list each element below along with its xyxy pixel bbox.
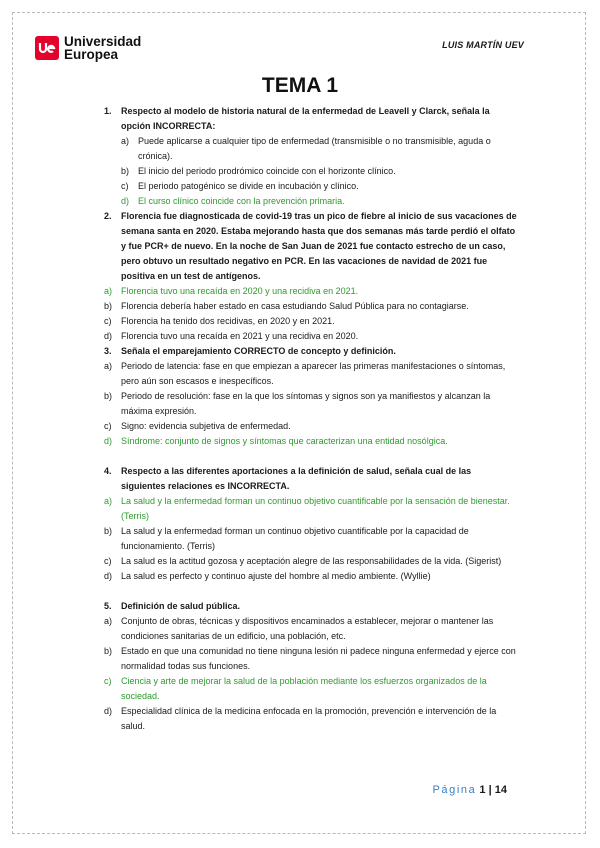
option-letter: c)	[104, 316, 112, 326]
option-text: El inicio del periodo prodrómico coincide con el horizonte clínico.	[138, 166, 396, 176]
option-letter: a)	[104, 496, 113, 506]
option-text: Conjunto de obras, técnicas y dispositivos encaminados a establecer, mejorar o mantener las condiciones sanitarias de un edificio, una población, etc.	[121, 616, 494, 641]
question-text: Florencia fue diagnosticada de covid-19 tras un pico de fiebre al inicio de sus vacaciones de semana santa en 2020. Estaba mejorando hasta que dos semanas más tarde perdió el olfato y fue PCR+ de nuevo. En la noche de San Juan de 2021 fue contacto estrecho de un caso, pero obtuvo un resultado negativo en PCR. En las vacaciones de navidad de 2021 fue positiva en un test de antígenos.	[121, 211, 517, 281]
question-2	[104, 209, 518, 284]
option-letter: d)	[104, 706, 113, 716]
option-text: El periodo patogénico se divide en incubación y clínico.	[138, 181, 359, 191]
option-text: Ciencia y arte de mejorar la salud de la población mediante los esfuerzos organizados de la sociedad.	[121, 676, 487, 701]
ue-logo-icon	[35, 36, 59, 60]
question-number: 1.	[104, 106, 112, 116]
option-text: La salud y la enfermedad forman un continuo objetivo cuantificable por la sensación de bienestar. (Terris)	[121, 496, 510, 521]
option-text: La salud y la enfermedad forman un continuo objetivo cuantificable por la capacidad de funcionamiento. (Terris)	[121, 526, 469, 551]
option-letter: c)	[104, 421, 112, 431]
option-2a-correct	[104, 284, 518, 299]
logo-text	[64, 35, 141, 61]
question-number: 5.	[104, 601, 112, 611]
option-text: La salud es perfecto y continuo ajuste del hombre al medio ambiente. (Wyllie)	[121, 571, 431, 581]
option-text: Periodo de resolución: fase en la que los síntomas y signos son ya manifiestos y alcanzan la máxima expresión.	[121, 391, 491, 416]
page-separator: |	[488, 784, 492, 796]
option-text: Puede aplicarse a cualquier tipo de enfermedad (transmisible o no transmisible, aguda o crónica).	[138, 136, 491, 161]
option-text: Signo: evidencia subjetiva de enfermedad.	[121, 421, 291, 431]
option-2b	[104, 299, 518, 314]
option-letter: a)	[104, 361, 113, 371]
option-text: Periodo de latencia: fase en que empiezan a aparecer las primeras manifestaciones o síntomas, pero aún son escasos e inespecíficos.	[121, 361, 506, 386]
question-text: Definición de salud pública.	[121, 601, 241, 611]
option-letter: b)	[104, 646, 113, 656]
question-number: 4.	[104, 466, 112, 476]
logo-line-1: Universidad	[64, 34, 142, 49]
question-3	[104, 344, 518, 359]
option-3d-correct	[104, 434, 518, 449]
option-3a	[104, 359, 518, 389]
option-letter: d)	[104, 571, 113, 581]
option-2d	[104, 329, 518, 344]
option-letter: a)	[121, 136, 130, 146]
option-letter: b)	[104, 301, 113, 311]
option-4d	[104, 569, 518, 584]
option-letter: b)	[104, 526, 113, 536]
option-1a	[104, 134, 518, 164]
option-letter: b)	[104, 391, 113, 401]
option-text: Florencia tuvo una recaída en 2020 y una recidiva en 2021.	[121, 286, 359, 296]
option-3b	[104, 389, 518, 419]
question-number: 3.	[104, 346, 112, 356]
option-5b	[104, 644, 518, 674]
page-number: 1	[479, 784, 486, 796]
question-text: Respecto al modelo de historia natural de la enfermedad de Leavell y Clarck, señala la opción INCORRECTA:	[121, 106, 490, 131]
option-text: Especialidad clínica de la medicina enfocada en la promoción, prevención e intervención de la salud.	[121, 706, 497, 731]
option-4c	[104, 554, 518, 569]
option-1c	[104, 179, 518, 194]
page-footer	[433, 784, 508, 796]
author-name: LUIS MARTÍN UEV	[442, 40, 524, 50]
option-1b	[104, 164, 518, 179]
option-letter: d)	[104, 436, 113, 446]
option-5d	[104, 704, 518, 734]
option-letter: c)	[104, 676, 112, 686]
option-letter: d)	[121, 196, 130, 206]
option-letter: a)	[104, 616, 113, 626]
option-2c	[104, 314, 518, 329]
option-letter: a)	[104, 286, 113, 296]
spacer	[104, 449, 518, 464]
option-4b	[104, 524, 518, 554]
option-text: La salud es la actitud gozosa y aceptación alegre de las responsabilidades de la vida. (Sigerist)	[121, 556, 502, 566]
option-5c-correct	[104, 674, 518, 704]
option-text: Estado en que una comunidad no tiene ninguna lesión ni padece ninguna enfermedad y ejerce con normalidad todas sus funciones.	[121, 646, 516, 671]
option-4a-correct	[104, 494, 518, 524]
question-text: Señala el emparejamiento CORRECTO de concepto y definición.	[121, 346, 396, 356]
option-5a	[104, 614, 518, 644]
spacer	[104, 584, 518, 599]
option-text: Síndrome: conjunto de signos y síntomas que caracterizan una entidad nosólgica.	[121, 436, 448, 446]
question-5	[104, 599, 518, 614]
option-3c	[104, 419, 518, 434]
question-number: 2.	[104, 211, 112, 221]
option-text: El curso clínico coincide con la prevención primaria.	[138, 196, 345, 206]
question-4	[104, 464, 518, 494]
option-text: Florencia tuvo una recaída en 2021 y una recidiva en 2020.	[121, 331, 359, 341]
option-letter: d)	[104, 331, 113, 341]
page-title: TEMA 1	[261, 74, 339, 97]
question-list	[104, 104, 518, 734]
option-text: Florencia ha tenido dos recidivas, en 2020 y en 2021.	[121, 316, 335, 326]
page-label: Página	[432, 784, 477, 796]
option-letter: c)	[104, 556, 112, 566]
logo-line-2: Europea	[64, 47, 119, 62]
question-text: Respecto a las diferentes aportaciones a la definición de salud, señala cual de las siguientes relaciones es INCORRECTA.	[121, 466, 472, 491]
option-letter: b)	[121, 166, 130, 176]
option-letter: c)	[121, 181, 129, 191]
question-1	[104, 104, 518, 134]
university-logo	[35, 35, 141, 61]
total-pages: 14	[494, 784, 507, 796]
option-text: Florencia debería haber estado en casa estudiando Salud Pública para no contagiarse.	[121, 301, 469, 311]
option-1d-correct	[104, 194, 518, 209]
